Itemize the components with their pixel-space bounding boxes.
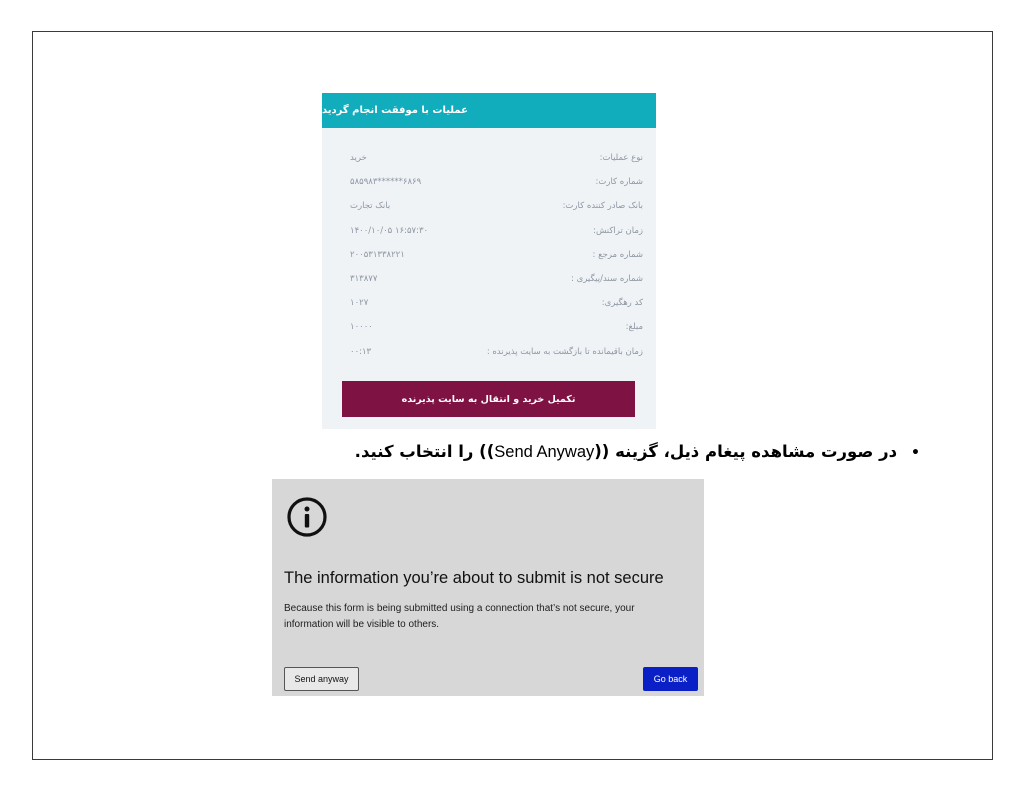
go-back-label: Go back [653,674,688,684]
complete-purchase-button-label: تکمیل خرید و انتقال به سایت پذیرنده [401,393,576,405]
receipt-row-amount [322,322,656,346]
receipt-row-label: زمان باقیمانده تا بازگشت به سایت پذیرنده : [486,346,643,357]
info-circle-icon [286,496,328,538]
receipt-row-tracking-code [322,298,656,322]
receipt-row-transaction-time [322,226,656,250]
warning-title: The information you’re about to submit is not secure [284,569,664,587]
instruction-text [330,442,920,462]
receipt-row-value: ۳۱۳۸۷۷ [350,273,378,284]
complete-purchase-button[interactable] [342,381,635,417]
receipt-row-label: شماره کارت: [595,177,643,188]
receipt-row-value: ۵۸۵۹۸۳******۶۸۶۹ [350,177,422,188]
receipt-row-label: نوع عملیات: [599,153,643,163]
send-anyway-button[interactable] [284,667,359,691]
receipt-row-card-number [322,177,656,201]
warning-body: Because this form is being submitted using a connection that’s not secure, your information will be visible to others. [284,603,635,630]
receipt-row-label: شماره مرجع : [592,249,643,260]
send-anyway-label: Send anyway [294,674,349,684]
receipt-row-label: شماره سند/پیگیری : [571,273,643,284]
receipt-header [322,93,656,128]
go-back-button[interactable] [643,667,698,691]
receipt-header-title: عملیات با موفقت انجام گردید [322,105,468,116]
receipt-row-reference-number [322,250,656,274]
instruction-text-after: )) را انتخاب کنید. [354,442,495,461]
instruction-text-before: در صورت مشاهده پیغام ذیل، گزینه (( [594,442,898,461]
receipt-details [322,153,656,371]
receipt-row-value: ۱۴۰۰/۱۰/۰۵ ۱۶:۵۷:۳۰ [350,225,429,236]
receipt-row-tracking-document [322,274,656,298]
instruction-english-term: Send Anyway [494,443,595,461]
insecure-form-warning [272,479,704,696]
receipt-row-issuing-bank [322,201,656,225]
receipt-row-label: زمان تراکنش: [593,225,643,236]
receipt-row-value: ۱۰۰۰۰ [350,322,373,333]
receipt-row-label: مبلغ: [625,322,643,333]
receipt-row-value: ۱۰۲۷ [350,298,369,309]
bullet-icon: • [911,445,920,461]
receipt-row-value: بانک تجارت [350,201,391,212]
receipt-row-remaining-time [322,347,656,371]
receipt-row-value: ۰۰:۱۳ [350,346,372,357]
receipt-row-value: خرید [350,153,367,163]
receipt-row-label: کد رهگیری: [601,298,643,309]
receipt-row-value: ۲۰۰۵۳۱۳۳۸۲۲۱ [350,249,405,260]
payment-receipt [322,93,656,429]
receipt-row-operation-type [322,153,656,177]
receipt-row-label: بانک صادر کننده کارت: [562,201,643,212]
